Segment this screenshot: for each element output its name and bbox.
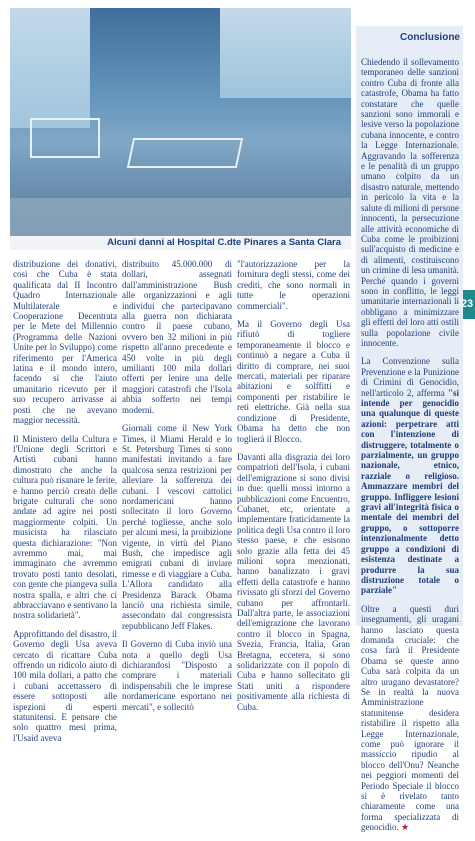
conclusion-text — [361, 57, 459, 841]
photo-bed-frame — [127, 138, 243, 168]
paragraph: Chiedendo il sollevamento temporaneo delle sanzioni contro Cuba di fronte alla catastrofe, Obama ha fatto constatare che quelle sanzioni sono immorali e lesive verso la popolazione cubana innocente, e contro la Legge Internazionale. Aggravando la sofferenza e le penalità di un gruppo umano colpito da un disastro naturale, mettendo in pericolo la vita e la salute di milioni di persone innocenti, la persecuzione alle attività economiche di Cuba come le proibizioni sull'acquisto di medicine e di alimenti, costituiscono un crimine di lesa umanità. Perché quando i governi sono in conflitto, le leggi umanitarie internazionali li obbligano a minimizzare gli effetti del loro atti ostili sulla popolazione civile innocente. — [361, 57, 459, 348]
photo-window — [10, 8, 90, 128]
conclusion-title: Conclusione — [399, 32, 460, 43]
paragraph: Il Ministero della Cultura e l'Unione degli Scrittori e Artisti cubani hanno dimostrato che anche la cultura può risanare le ferite, e hanno perciò creato delle brigate culturali che sono andate ad agire nei posti maggiormente colpiti. Un musicista ha rilasciato questa dichiarazione: "Non avremmo mai, mai immaginato che avremmo trovato posti tanto desolati, con gente che piangeva sulla nostra spalla, e altri che ci abbracciavano e sentivano la nostra solidarietà". — [13, 433, 117, 621]
article-column-3 — [237, 259, 350, 720]
photo-floor-debris — [10, 198, 351, 238]
paragraph: Ma il Governo degli Usa rifiutò di togliere temporaneamente il blocco e continuò a negare a Cuba il diritto di comprare, nei suoi mercati, materiali per riparare abitazioni e solffitti e componenti per ristabilire le reti elettriche. Già nella sua condizione di Presidente, Obama ha detto che non toglierà il Blocco. — [237, 319, 350, 444]
photo-bed-frame — [30, 118, 100, 158]
article-column-2 — [122, 259, 232, 720]
paragraph-intro: La Convenzione sulla Prevenzione e la Punizione di Crimini di Genocidio, nell'articolo 2, afferma — [361, 356, 459, 398]
paragraph: distribuito 45.000.000 di dollari, assegnati dall'amministrazione Bush alle organizzazioni e agli individui che partecipavano alla guerra non dichiarata contro il paese cubano, ovvero ben 32 milioni in più rispetto all'anno precedente e 450 volte in più degli umilianti 100 mila dollari offerti per lenire una delle maggiori catastrofi che l'Isola abbia sofferto nei tempi moderni. — [122, 259, 232, 415]
photo-caption: Alcuni danni al Hospital C.dte Pinares a Santa Clara — [10, 236, 351, 250]
paragraph — [361, 356, 459, 595]
paragraph — [361, 604, 459, 833]
paragraph: distribuzione dei donativi, così che Cuba è stata qualificata dal II Incontro Quadro Internazionale Multilaterale e Cooperazione Decentrata per le Mete del Millennio (Programma delle Nazioni Unite per lo Sviluppo) come riferimento per l'America latina e il mondo intero, facendo sì che l'aiuto umanitario ricevuto per il suo recupero arrivasse ai posti che ne avevano maggior necessità. — [13, 259, 117, 426]
paragraph: Il Governo di Cuba inviò una nota a quello degli Usa dichiarandosi "Disposto a comprare i materiali indispensabili che le imprese nordamericane esportano nei mercati", e sollecitò — [122, 639, 232, 712]
paragraph-text: Oltre a questi duri insegnamenti, gli uragani hanno lasciato questa domanda cruciale: che cosa farà il Presidente Obama se queste anno Cuba sarà colpita da un altro uragano devastatore? Se in realtà la nuova Amministrazione statunitense desidera ristabilire il rispetto alla Legge Internazionale, come può ignorare il massiccio ripudio al blocco dell'Onu? Neanche nei peggiori momenti del Periodo Speciale il blocco si è rivelato tanto chiaramente come una forma specializzata di genocidio. — [361, 603, 459, 833]
article-column-1 — [13, 259, 117, 751]
page-number: 23 — [460, 298, 474, 310]
genocide-definition-quote: "si intende per genocidio una qualunque di queste azioni: perpetrare atti con l'intenzione di distruggere, totalmente o parzialmente, un gruppo nazionale, etnico, razziale o religioso. Ammazzare membri del gruppo. Infliggere lesioni gravi all'integrità fisica o mentale dei membri del gruppo, o sottoporre intenzionalmente detto gruppo a condizioni di esistenza destinate a produrre la sua distruzione totale o parziale" — [361, 387, 459, 596]
end-star-icon: ★ — [401, 822, 410, 833]
photo-window — [220, 8, 351, 98]
paragraph: "l'autorizzazione per la fornitura degli stessi, come dei crediti, che sono normali in tutte le operazioni commerciali". — [237, 259, 350, 311]
paragraph: Approfittando del disastro, il Governo degli Usa aveva cercato di ricattare Cuba offrendo un ridicolo aiuto di 100 mila dollari, a patto che i cubani accettassero di essere sottoposti alle ispezioni di esperti statunitensi. E pensare che solo quattro mesi prima, l'Usaid aveva — [13, 628, 117, 743]
hospital-damage-photo — [10, 8, 351, 250]
paragraph: Giornali come il New York Times, il Miami Herald e lo St. Petersburg Times si sono manifestati invitando a fare qualcosa senza restrizioni per alleviare la sofferenza dei cubani. I vescovi cattolici nordamericani hanno sollecitato il loro Governo perché togliesse, anche solo per alcuni mesi, la proibizione vigente, in virtù del Piano Bush, che impedisce agli emigrati cubani di inviare rimesse e di viaggiare a Cuba. L'Allora candidato alla Presidenza Barack Obama lanciò una richiesta simile, assecondato dal congressista repubblicano Jeff Flakes. — [122, 423, 232, 631]
paragraph: Davanti alla disgrazia dei loro compatrioti dell'Isola, i cubani dell'emigrazione si sono divisi in due: quelli mossi intorno a pubblicazioni come Encuentro, Cubanet, etc, orientate a implementare fraticidamente la politica degli Usa contro il loro stesso paese, e che esisono solo grazie alla fetta dei 45 milioni sopra menzionati, hanno banalizzato i gravi effetti della catastrofe e hanno rivissato gli sforzi del Governo cubano per affrontarli. Dall'altra parte, le associazioni dell'emigrazione che lavorano contro il blocco in Spagna, Svezia, Francia, Italia, Gran Bretagna, eccetera, si sono solidarizzate con il popolo di Cuba e hanno sollecitato gli Stati uniti a rispondere positivamente alla richiesta di Cuba. — [237, 451, 350, 712]
page-number-tab — [460, 290, 475, 319]
